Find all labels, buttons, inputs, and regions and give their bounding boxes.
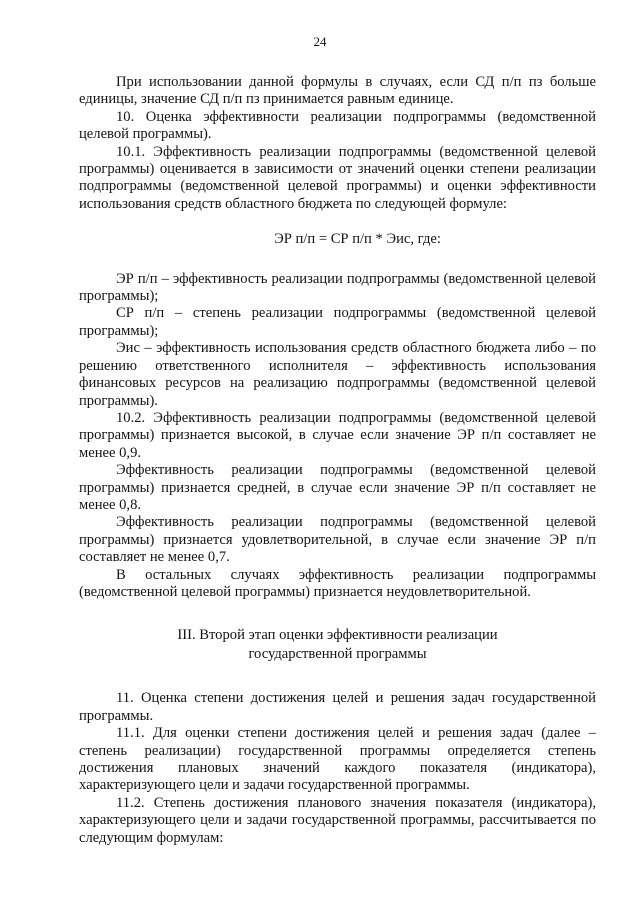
section-heading-line-1: III. Второй этап оценки эффективности реализации — [177, 627, 498, 644]
paragraph-item-11-2: 11.2. Степень достижения планового значения показателя (индикатора), характеризующего цели и задачи государственной программы, рассчитывается по следующим формулам: — [79, 794, 596, 846]
definition-eis: Эис – эффективность использования средств областного бюджета либо – по решению ответственного исполнителя – эффективность использования финансовых ресурсов на реализацию подпрограммы (ведомственной целевой программы). — [79, 340, 596, 409]
section-heading-line-2: государственной программы — [248, 646, 427, 663]
formula-er: ЭР п/п = СР п/п * Эис, где: — [274, 231, 441, 248]
definition-sr: СР п/п – степень реализации подпрограммы (ведомственной целевой программы); — [79, 305, 596, 339]
paragraph-item-10-1: 10.1. Эффективность реализации подпрограммы (ведомственной целевой программы) оценивается в зависимости от значений оценки степени реализации подпрограммы (ведомственной целевой программы) и оценки эффективности использования средств областного бюджета по следующей формуле: — [79, 143, 596, 212]
paragraph-unsatisfactory-efficiency: В остальных случаях эффективность реализации подпрограммы (ведомственной целевой программы) признается неудовлетворительной. — [79, 566, 596, 600]
definition-er: ЭР п/п – эффективность реализации подпрограммы (ведомственной целевой программы); — [79, 270, 596, 305]
paragraph-formula-note: При использовании данной формулы в случаях, если СД п/п пз больше единицы, значение СД п/п пз принимается равным единице. — [79, 74, 596, 108]
paragraph-item-10: 10. Оценка эффективности реализации подпрограммы (ведомственной целевой программы). — [79, 108, 596, 143]
paragraph-satisfactory-efficiency: Эффективность реализации подпрограммы (ведомственной целевой программы) признается удовлетворительной, в случае если значение ЭР п/п составляет не менее 0,7. — [79, 514, 596, 566]
page-number: 24 — [313, 34, 327, 49]
document-body — [79, 74, 596, 847]
section-heading — [79, 626, 596, 664]
paragraph-medium-efficiency: Эффективность реализации подпрограммы (ведомственной целевой программы) признается средней, в случае если значение ЭР п/п составляет не менее 0,8. — [79, 462, 596, 513]
paragraph-item-11-1: 11.1. Для оценки степени достижения целей и решения задач (далее – степень реализации) государственной программы определяется степень достижения плановых значений каждого показателя (индикатора), характеризующего цели и задачи государственной программы. — [79, 725, 596, 794]
paragraph-item-11: 11. Оценка степени достижения целей и решения задач государственной программы. — [79, 690, 596, 724]
paragraph-item-10-2: 10.2. Эффективность реализации подпрограммы (ведомственной целевой программы) признается высокой, в случае если значение ЭР п/п составляет не менее 0,9. — [79, 409, 596, 461]
